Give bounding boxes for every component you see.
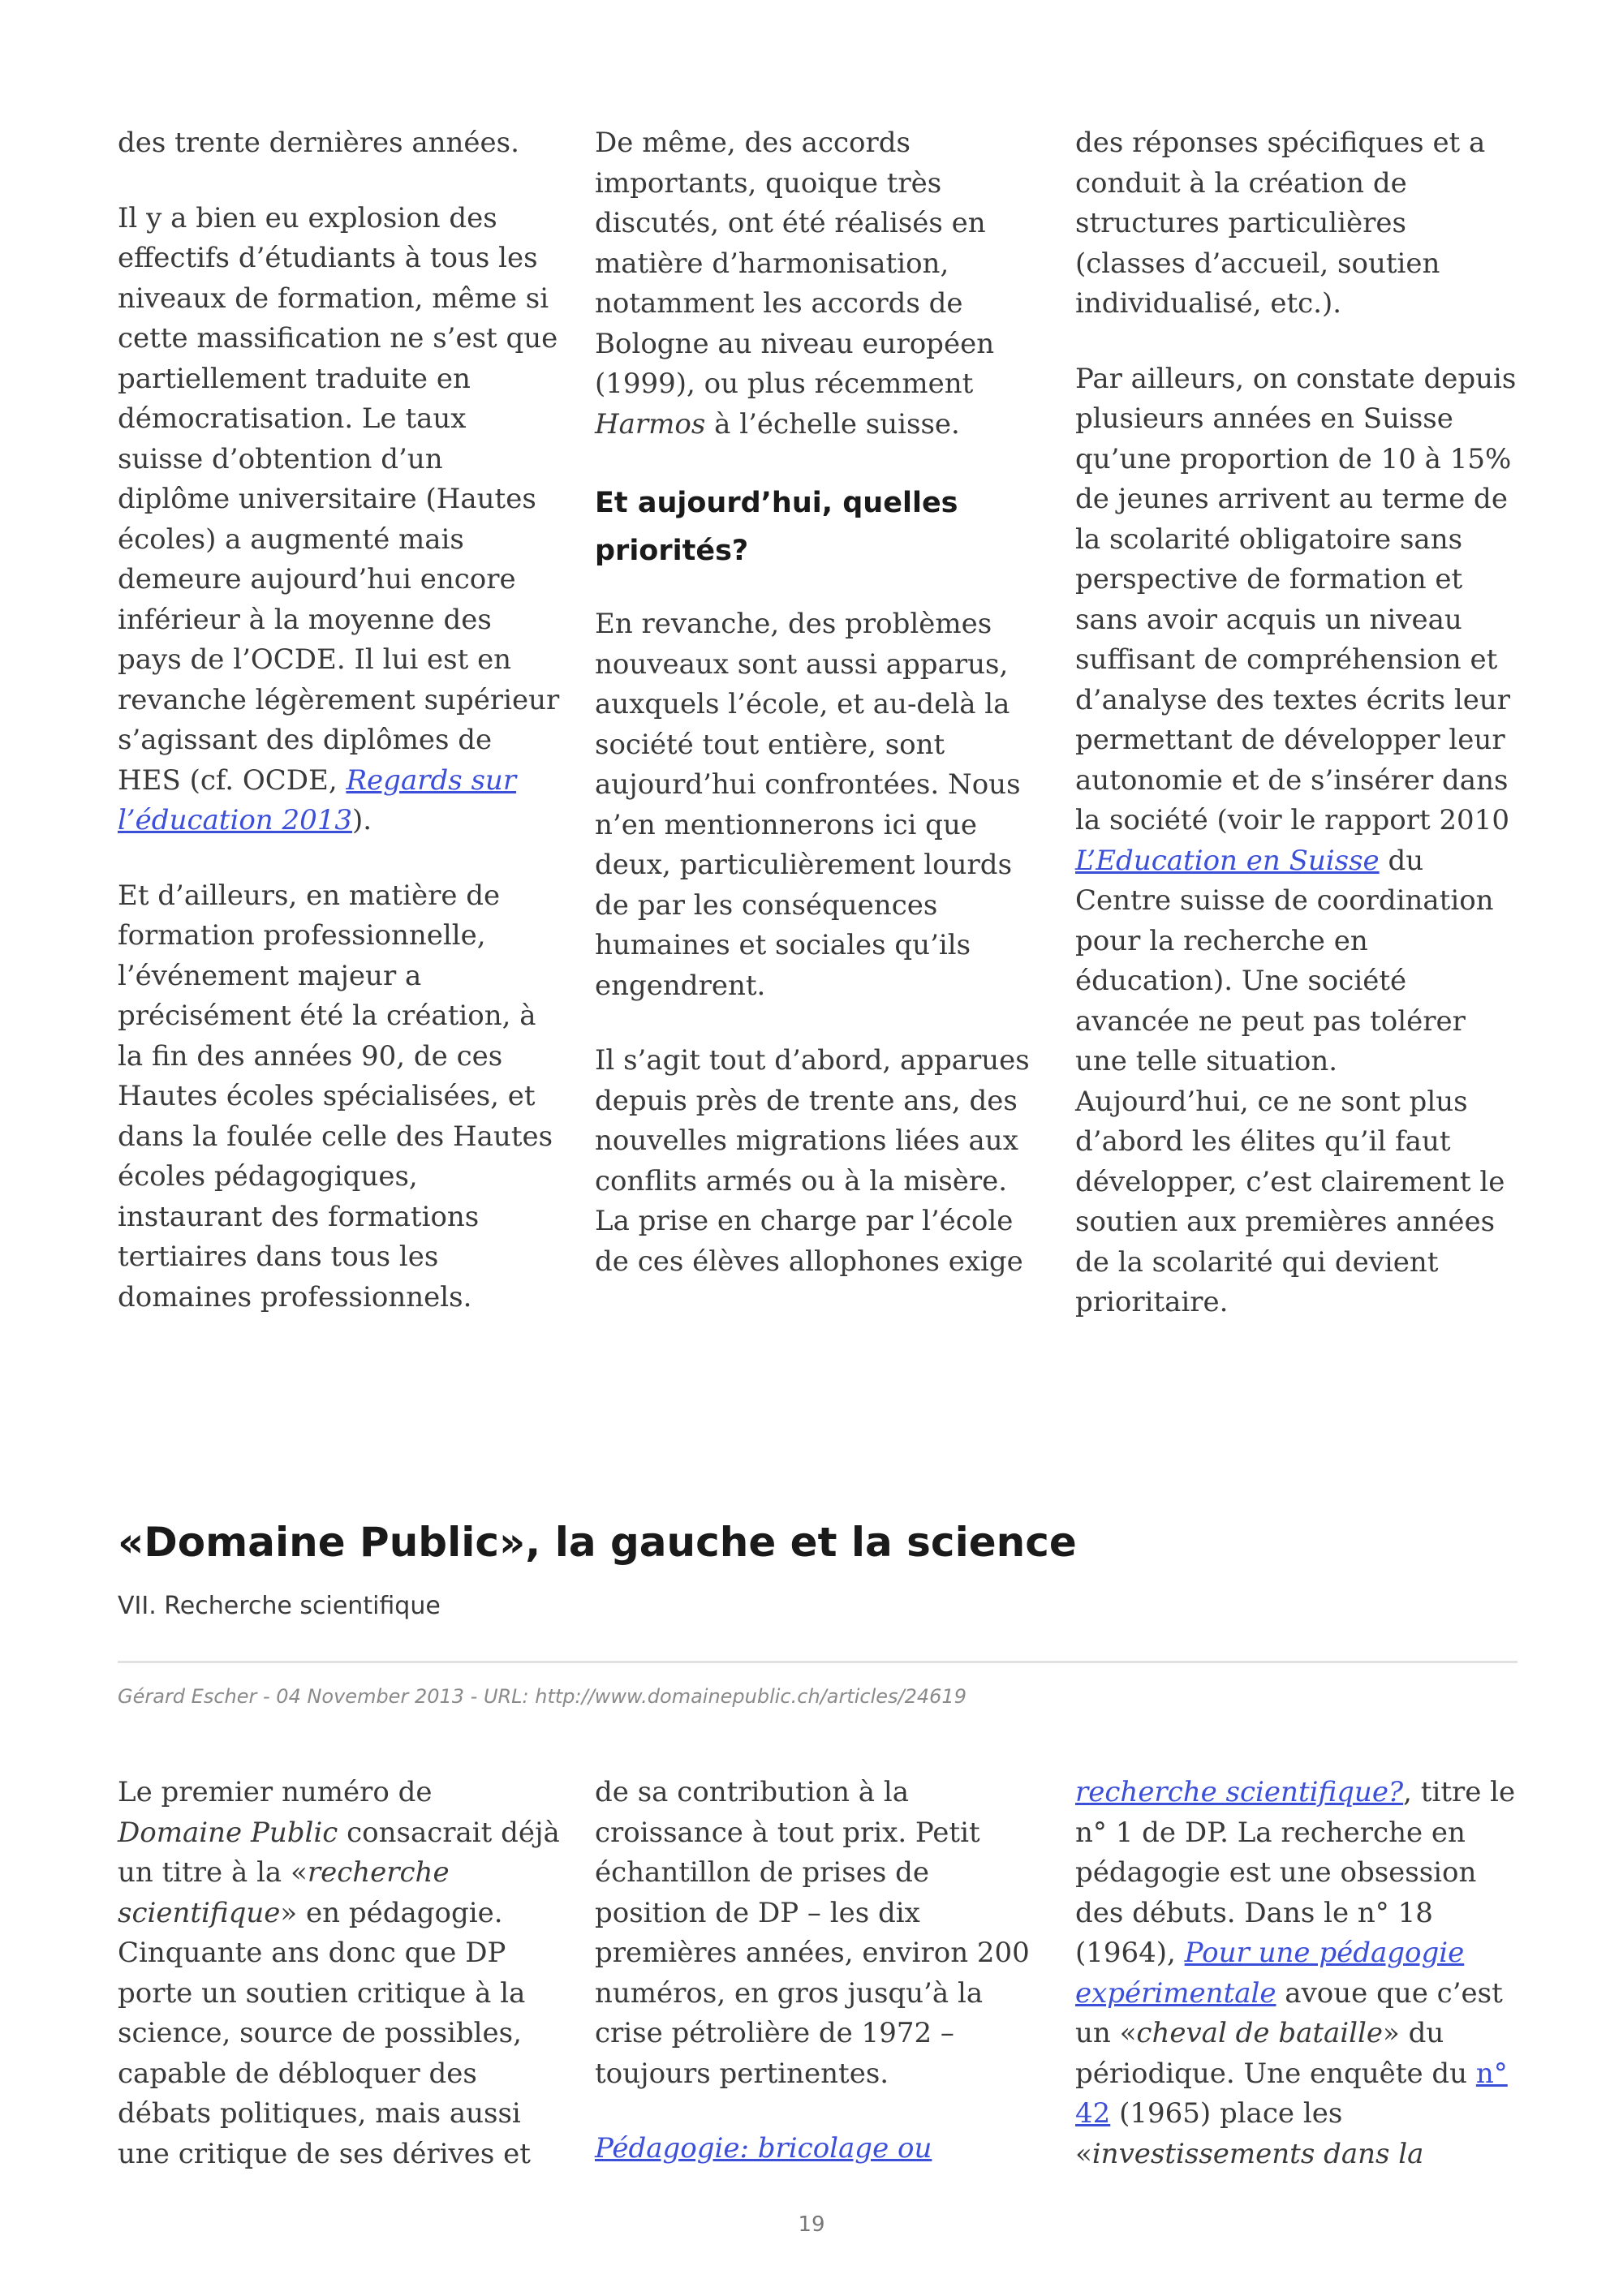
link-recherche-scientifique[interactable]: recherche scientifique?	[1075, 1776, 1404, 1808]
article-column-1	[118, 1773, 560, 2209]
subheading: Et aujourd’hui, quelles priorités?	[595, 487, 958, 567]
paragraph: Il s’agit tout d’abord, apparues depuis près de trente ans, des nouvelles migrations liées aux conflits armés ou à la misère. La prise en charge par l’école de ces élèves allophones exige	[595, 1044, 1030, 1278]
paragraph: des réponses spécifiques et a conduit à la création de structures particulières (classes d’accueil, soutien individualisé, etc.).	[1075, 127, 1486, 320]
link-n42[interactable]: n° 42	[1075, 2057, 1508, 2130]
paragraph: Il y a bien eu explosion des effectifs d’étudiants à tous les niveaux de formation, même si cette massification ne s’est que partiellement traduite en démocratisation. Le taux suisse d’obtention d’un diplôme universitaire (Hautes écoles) a augmenté mais demeure aujourd’hui encore inférieur à la moyenne des pays de l’OCDE. Il lui est en revanche légèrement supérieur s’agissant des diplômes de HES (cf. OCDE, Regards sur l’éducation 2013).	[118, 201, 560, 836]
article-meta: Gérard Escher - 04 November 2013 - URL: http://www.domainepublic.ch/articles/24619	[118, 1685, 966, 1708]
upper-column-2	[595, 123, 1037, 1317]
paragraph: recherche scientifique?, titre le n° 1 de DP. La recherche en pédagogie est une obsession des débuts. Dans le n° 18 (1964), Pour une pédagogie expérimentale avoue que c’est un «cheval de bataille» du périodique. Une enquête du n° 42 (1965) place les «investissements dans la	[1075, 1776, 1516, 2170]
page-number: 19	[798, 2212, 825, 2237]
article-title: «Domaine Public», la gauche et la science	[118, 1519, 1077, 1566]
link-pedagogie-experimentale[interactable]: Pour une pédagogie expérimentale	[1075, 1937, 1465, 2010]
link-education-en-suisse[interactable]: L’Education en Suisse	[1075, 844, 1380, 877]
article-section: VII. Recherche scientifique	[118, 1592, 441, 1620]
upper-column-3	[1075, 123, 1518, 1358]
paragraph: des trente dernières années.	[118, 127, 519, 159]
paragraph: Le premier numéro de Domaine Public consacrait déjà un titre à la «recherche scientifique» en pédagogie. Cinquante ans donc que DP porte un soutien critique à la science, source de possibles, capable de débloquer des débats politiques, mais aussi une critique de ses dérives et	[118, 1776, 560, 2170]
link-regards-education[interactable]: Regards sur l’éducation 2013	[118, 763, 517, 836]
paragraph: De même, des accords importants, quoique très discutés, ont été réalisés en matière d’harmonisation, notamment les accords de Bologne au niveau européen (1999), ou plus récemment Harmos à l’échelle suisse.	[595, 127, 995, 441]
link-pedagogie-bricolage[interactable]: Pédagogie: bricolage ou	[595, 2132, 932, 2165]
upper-column-1	[118, 123, 560, 1352]
paragraph	[595, 2129, 1037, 2169]
paragraph: Et d’ailleurs, en matière de formation professionnelle, l’événement majeur a précisément été la création, à la fin des années 90, de ces Hautes écoles spécialisées, et dans la foulée celle des Hautes écoles pédagogiques, instaurant des formations tertiaires dans tous les domaines professionnels.	[118, 879, 553, 1314]
paragraph: de sa contribution à la croissance à tout prix. Petit échantillon de prises de position de DP – les dix premières années, environ 200 numéros, en gros jusqu’à la crise pétrolière de 1972 – toujours pertinentes.	[595, 1776, 1030, 2090]
paragraph: Par ailleurs, on constate depuis plusieurs années en Suisse qu’une proportion de 10 à 15% de jeunes arrivent au terme de la scolarité obligatoire sans perspective de formation et sans avoir acquis un niveau suffisant de compréhension et d’analyse des textes écrits leur permettant de développer leur autonomie et de s’insérer dans la société (voir le rapport 2010 L’Education en Suisse du Centre suisse de coordination pour la recherche en éducation). Une société avancée ne peut pas tolérer une telle situation. Aujourd’hui, ce ne sont plus d’abord les élites qu’il faut développer, c’est clairement le soutien aux premières années de la scolarité qui devient prioritaire.	[1075, 362, 1517, 1318]
article-column-2	[595, 1773, 1037, 2204]
divider	[118, 1661, 1518, 1663]
article-column-3	[1075, 1773, 1518, 2209]
paragraph: En revanche, des problèmes nouveaux sont aussi apparus, auxquels l’école, et au-delà la société tout entière, sont aujourd’hui confrontées. Nous n’en mentionnerons ici que deux, particulièrement lourds de par les conséquences humaines et sociales qu’ils engendrent.	[595, 608, 1021, 1002]
